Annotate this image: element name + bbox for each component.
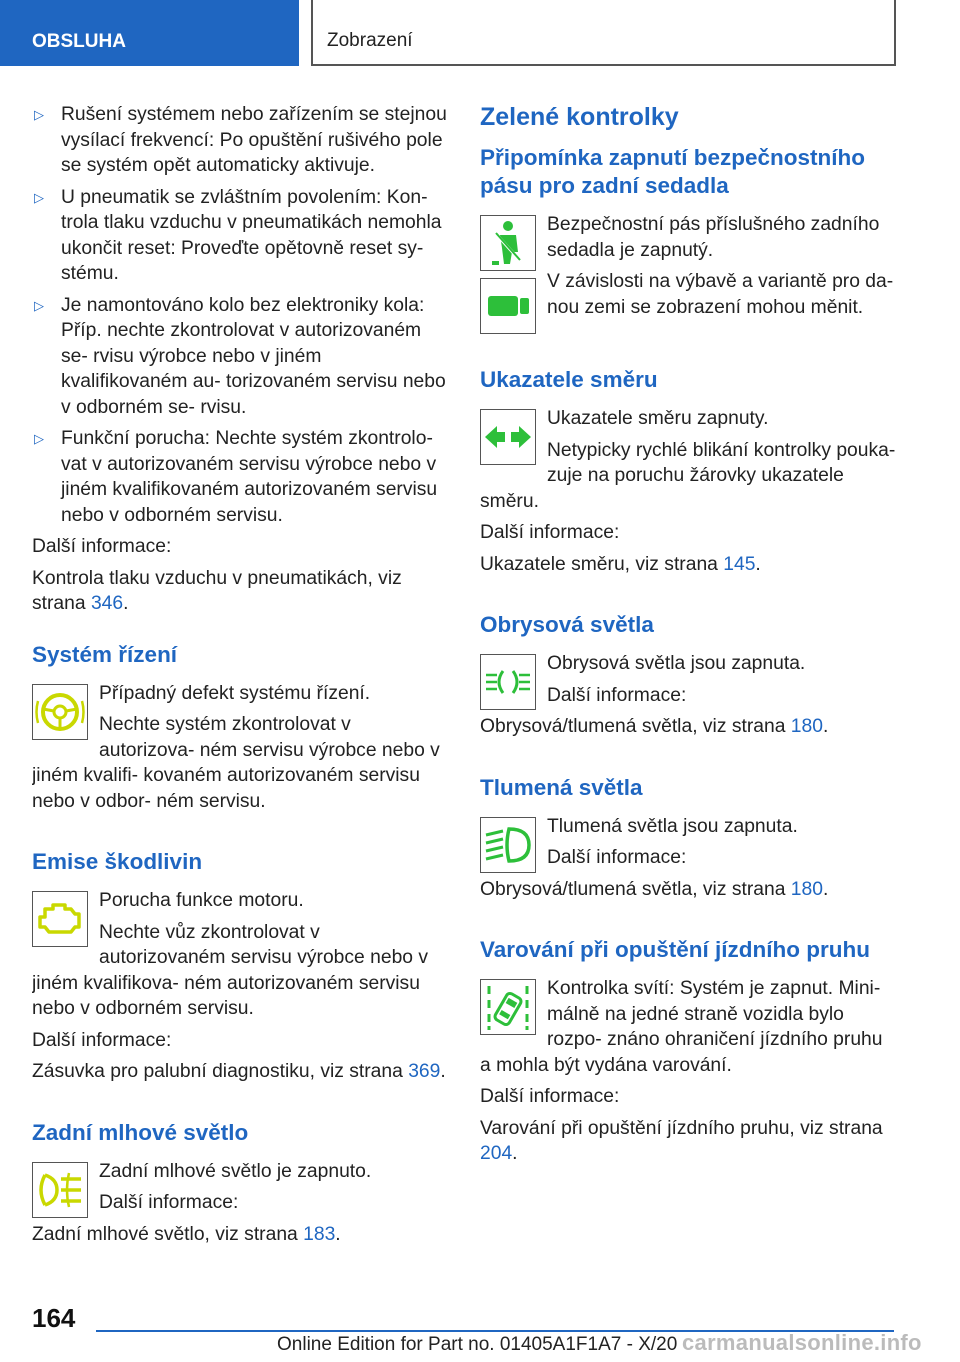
low-beam-icon [480, 817, 536, 873]
list-item: ▷ Rušení systémem nebo zařízením se stejnou vysílací frekvencí: Po opuštění rušivého pole se systém opět automaticky aktivuje. [34, 104, 447, 176]
triangle-bullet-icon: ▷ [34, 107, 44, 122]
left-column [32, 102, 448, 1253]
rear-fog-light-icon [32, 1162, 88, 1218]
more-info-label: Další informace: [32, 536, 172, 557]
page-link[interactable]: 183 [303, 1223, 336, 1245]
right-column [480, 102, 896, 1173]
section-tab: OBSLUHA [0, 0, 299, 66]
section-heading: Obrysová světla [480, 612, 654, 637]
triangle-bullet-icon: ▷ [34, 431, 44, 446]
page-link[interactable]: 346 [90, 593, 124, 614]
page-link[interactable]: 180 [790, 716, 823, 737]
steering-block: Případný defekt systému řízení. Nechte systém zkontrolovat v autorizova‐ ném servisu výrobce nebo v jiném kvalifi‐ kovaném autorizovaném servisu nebo v odbor‐ ném servisu. [32, 682, 440, 812]
parking-light-block: Obrysová světla jsou zapnuta. Další informace: Obrysová/tlumená světla, viz strana 180. [480, 651, 896, 746]
section-heading: Emise škodlivin [32, 849, 203, 874]
parking-light-icon [480, 654, 536, 710]
seatbelt-block: Bezpečnostní pás příslušného zadního sedadla je zapnutý. V závislosti na výbavě a variantě pro da‐ nou zemi se zobrazení mohou měnit. [480, 212, 896, 338]
cross-reference: Varování při opuštění jízdního pruhu, viz strana 204. [480, 1117, 883, 1164]
page-footer [0, 1296, 960, 1362]
seatbelt-icon [480, 215, 536, 271]
edition-note: Online Edition for Part no. 01405A1F1A7 - X/20 [277, 1334, 678, 1355]
rear-seat-icon [480, 278, 536, 334]
cross-reference: Zadní mlhové světlo, viz strana 183. [32, 1223, 341, 1245]
section-heading: Systém řízení [32, 641, 178, 667]
list-item: ▷ Je namontováno kolo bez elektroniky kola: Příp. nechte zkontrolovat v autorizovaném se‐ rvisu výrobce nebo v jiném kvalifikovaném au‐ torizovaném servisu nebo v odborném se‐ rvisu. [34, 294, 446, 418]
section-heading: Zadní mlhové světlo [32, 1119, 249, 1145]
section-heading: Připomínka zapnutí bezpečnostního pásu pro zadní sedadla [480, 145, 866, 198]
watermark: carmanualsonline.info [682, 1330, 922, 1355]
turn-signal-icon [480, 409, 536, 465]
page-link[interactable]: 180 [790, 878, 823, 900]
low-beam-block: Tlumená světla jsou zapnuta. Další informace: Obrysová/tlumená světla, viz strana 180. [480, 814, 896, 909]
list-item: ▷ Funkční porucha: Nechte systém zkontrolo‐ vat v autorizovaném servisu výrobce nebo v jiném kvalifikovaném autorizovaném servisu nebo v odborném servisu. [34, 428, 438, 526]
steering-warning-icon [32, 684, 88, 740]
triangle-bullet-icon: ▷ [34, 297, 44, 313]
section-heading: Ukazatele směru [480, 367, 658, 392]
page-section-title: Zelené kontrolky [480, 103, 679, 131]
cross-reference: Obrysová/tlumená světla, viz strana 180. [480, 716, 829, 737]
emissions-block: Porucha funkce motoru. Nechte vůz zkontrolovat v autorizovaném servisu výrobce nebo v jiném kvalifikova‐ ném autorizovaném servisu nebo v odborném servisu. Další informace: Zásuvka pro palubní diagnostiku, viz strana 369. [32, 888, 448, 1091]
chapter-title: Zobrazení [311, 0, 896, 66]
lane-departure-icon [480, 979, 536, 1035]
cross-reference: Zásuvka pro palubní diagnostiku, viz strana 369. [32, 1061, 446, 1082]
page-link[interactable]: 369 [408, 1061, 441, 1082]
cross-reference: Obrysová/tlumená světla, viz strana 180. [480, 878, 829, 900]
list-item: ▷ U pneumatik se zvláštním povolením: Kon‐ trola tlaku vzduchu v pneumatikách nemohla ukončit reset: Proveďte opětovně reset sy‐ stému. [34, 186, 442, 284]
page-header [0, 0, 960, 66]
engine-check-icon [32, 891, 88, 947]
triangle-bullet-icon: ▷ [34, 189, 44, 205]
turn-signal-block: Ukazatele směru zapnuty. Netypicky rychlé blikání kontrolky pouka‐ zuje na poruchu žárovky ukazatele směru. Další informace: Ukazatele směru, viz strana 145. [480, 406, 896, 583]
lane-departure-block: Kontrolka svítí: Systém je zapnut. Mini‐ málně na jedné straně vozidla bylo rozpo‐ znáno ohraničení jízdního pruhu a mohla být vydána varování. Další informace: Varování při opuštění jízdního pruhu, viz strana 204. [480, 976, 896, 1173]
section-heading: Varování při opuštění jízdního pruhu [480, 937, 871, 962]
page-number: 164 [32, 1303, 76, 1333]
cross-reference: Ukazatele směru, viz strana 145. [480, 553, 761, 575]
section-heading: Tlumená světla [480, 774, 643, 800]
fog-light-block: Zadní mlhové světlo je zapnuto. Další informace: Zadní mlhové světlo, viz strana 183. [32, 1159, 448, 1254]
cross-reference: Kontrola tlaku vzduchu v pneumatikách, viz strana 346. [32, 567, 402, 614]
page-link[interactable]: 204 [480, 1143, 513, 1164]
page-link[interactable]: 145 [723, 553, 756, 575]
